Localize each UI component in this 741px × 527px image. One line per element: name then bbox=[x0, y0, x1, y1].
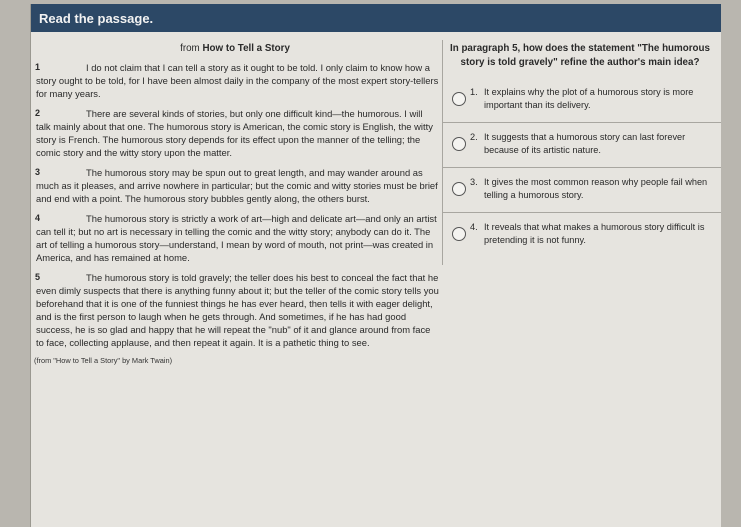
passage-title-text: How to Tell a Story bbox=[202, 43, 290, 54]
radio-button[interactable] bbox=[452, 227, 466, 241]
answer-options bbox=[442, 78, 721, 257]
paragraph-text: fact that he even dimly suspects that there is anything funny about it; but the teller of the comic story tells you beforehand that it is one of the funniest things he has ever heard, then tells it with eager delight, and is the first person to laugh when he gets through. And sometimes, if he has had good success, he is so glad and happy that he will repeat the "nub" of it and glance around from face to face, collecting applause, and then repeat it again. It is a pathetic thing to see. bbox=[36, 272, 439, 348]
paragraph-text: know how a story ought to be told, for I have been almost daily in the company of the most expert story-tellers for many years. bbox=[36, 62, 439, 99]
paragraph-1 bbox=[31, 61, 439, 100]
option-number: 1. bbox=[470, 87, 478, 97]
radio-button[interactable] bbox=[452, 92, 466, 106]
answer-option-3[interactable] bbox=[442, 167, 721, 212]
option-number: 2. bbox=[470, 132, 478, 142]
paragraph-text: around as much as it pleases, and arrive nowhere in particular; but the comic and witty stories must be brief and end with a point. The humorous story bubbles gently along, the others burst. bbox=[36, 167, 438, 204]
paragraph-number: 1 bbox=[35, 62, 41, 72]
paragraph-text-first: I do not claim that I can tell a story as it ought to be told. I only claim to bbox=[86, 62, 378, 73]
option-text: It explains why the plot of a humorous story is more important than its delivery. bbox=[484, 87, 694, 110]
paragraph-number: 3 bbox=[35, 167, 41, 177]
source-note: (from "How to Tell a Story" by Mark Twain) bbox=[34, 356, 173, 365]
paragraph-text-first: The humorous story is strictly a work of art—high and delicate art—and only bbox=[86, 213, 401, 224]
paragraph-5 bbox=[31, 271, 439, 349]
option-text: It suggests that a humorous story can last forever because of its artistic nature. bbox=[484, 132, 686, 155]
option-text: It reveals that what makes a humorous story difficult is pretending it is not funny. bbox=[484, 222, 705, 245]
option-text: It gives the most common reason why people fail when telling a humorous story. bbox=[484, 177, 708, 200]
paragraph-text: an artist can tell it; but no art is necessary in telling the comic and the witty story; anybody can do it. The art of telling a humorous story—understand, I mean by word of mouth, not print—was created in America, and has remained at home. bbox=[36, 213, 437, 263]
answer-option-1[interactable] bbox=[442, 78, 721, 122]
radio-button[interactable] bbox=[452, 137, 466, 151]
paragraph-text-first: There are several kinds of stories, but only one difficult kind—the humorous. bbox=[86, 108, 402, 119]
answer-option-2[interactable] bbox=[442, 122, 721, 167]
paragraph-text-first: The humorous story is told gravely; the teller does his best to conceal the bbox=[86, 272, 390, 283]
answer-option-4[interactable] bbox=[442, 212, 721, 257]
header-bar bbox=[31, 4, 721, 32]
question-prompt: In paragraph 5, how does the statement "The humorous story is told gravely" refine the author's main idea? bbox=[450, 43, 710, 68]
passage-source-prefix: from bbox=[180, 43, 200, 54]
paragraph-number: 2 bbox=[35, 108, 41, 118]
screen bbox=[30, 4, 721, 527]
paragraph-2 bbox=[31, 107, 439, 159]
paragraph-text-first: The humorous story may be spun out to great length, and may wander bbox=[86, 167, 379, 178]
paragraph-text: I will talk mainly about that one. The humorous story is American, the comic story is English, the witty story is French. The humorous story depends for its effect upon the manner of the telling; the comic story and the witty story upon the matter. bbox=[36, 108, 433, 158]
passage-title bbox=[31, 43, 439, 61]
passage-panel bbox=[31, 42, 439, 526]
radio-button[interactable] bbox=[452, 182, 466, 196]
option-number: 3. bbox=[470, 177, 478, 187]
paragraph-number: 4 bbox=[35, 213, 41, 223]
paragraph-4 bbox=[31, 212, 439, 264]
header-title: Read the passage. bbox=[39, 10, 154, 26]
paragraph-3 bbox=[31, 166, 439, 205]
option-number: 4. bbox=[470, 222, 478, 232]
paragraph-number: 5 bbox=[35, 272, 41, 282]
